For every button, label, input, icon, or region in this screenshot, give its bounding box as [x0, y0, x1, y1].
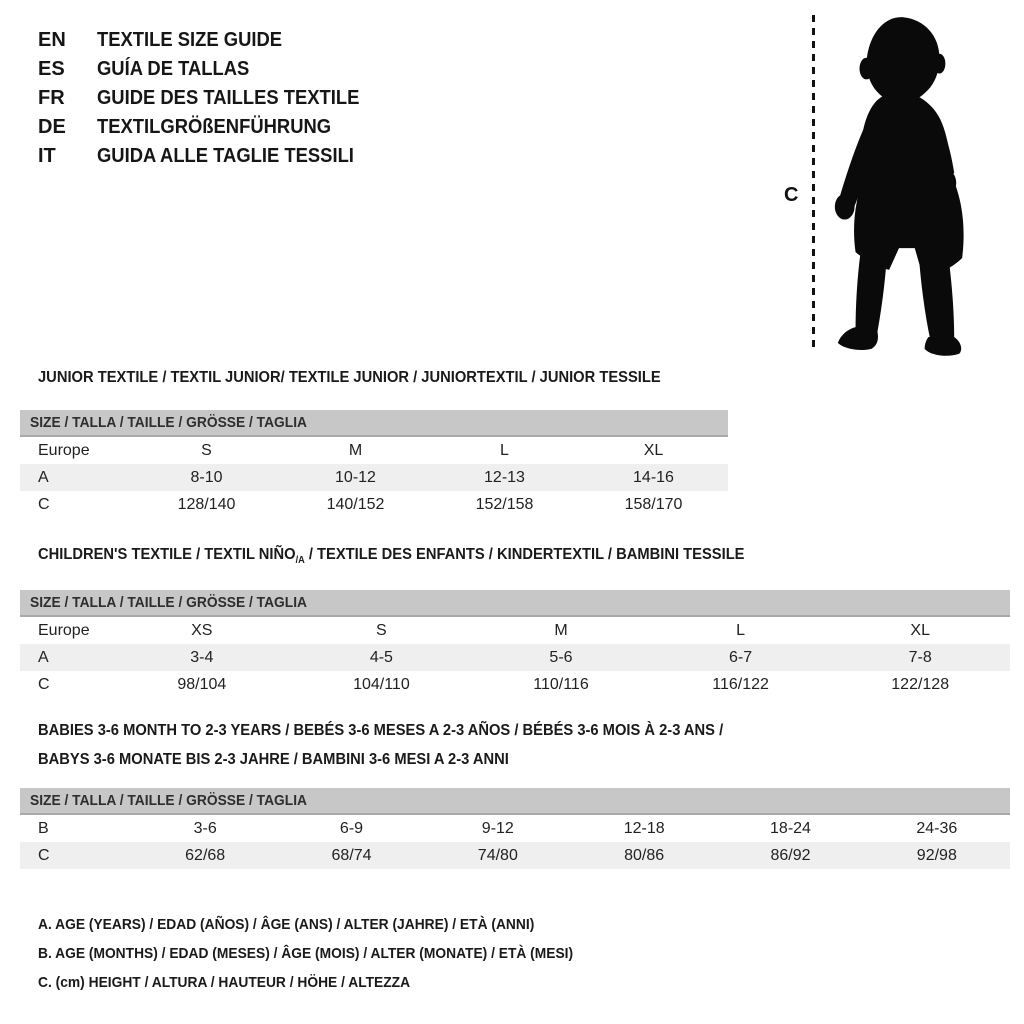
age-cell: 7-8 [908, 648, 932, 666]
height-cell: 74/80 [477, 846, 518, 864]
height-cell: 68/74 [331, 846, 372, 864]
age-cell: 5-6 [549, 648, 573, 666]
language-code: ES [38, 58, 65, 80]
age-cell: 6-7 [729, 648, 753, 666]
height-cell: 86/92 [770, 846, 811, 864]
table-row [20, 671, 1010, 698]
age-cell: 12-18 [623, 819, 665, 837]
children-table-header-bar [20, 590, 1010, 617]
height-cell: 128/140 [177, 495, 236, 513]
toddler-silhouette-icon [822, 12, 972, 358]
row-label: C [38, 846, 50, 864]
row-label: Europe [38, 621, 90, 639]
table-row [20, 815, 1010, 842]
height-cell: 104/110 [353, 675, 410, 693]
table-row [20, 644, 1010, 671]
language-code: FR [38, 87, 65, 109]
language-list [38, 26, 382, 171]
age-cell: 9-12 [481, 819, 514, 837]
height-cell: 116/122 [712, 675, 769, 693]
age-cell: 3-4 [190, 648, 214, 666]
height-cell: 80/86 [624, 846, 665, 864]
junior-table-header-text: SIZE / TALLA / TAILLE / GRÖSSE / TAGLIA [30, 414, 308, 431]
table-row [20, 491, 728, 518]
language-label: GUIDA ALLE TAGLIE TESSILI [97, 145, 354, 167]
language-label: GUÍA DE TALLAS [97, 58, 250, 80]
language-row-it [38, 142, 382, 171]
babies-section-title [38, 716, 783, 774]
language-row-de [38, 113, 382, 142]
size-cell: XS [191, 621, 213, 639]
babies-table-header-text: SIZE / TALLA / TAILLE / GRÖSSE / TAGLIA [30, 792, 308, 809]
children-title-pre: CHILDREN'S TEXTILE / TEXTIL NIÑO [38, 546, 296, 563]
children-title-post: / TEXTILE DES ENFANTS / KINDERTEXTIL / BAMBINI TESSILE [304, 546, 745, 563]
age-cell: 3-6 [193, 819, 217, 837]
junior-table-header-bar [20, 410, 728, 437]
height-cell: 110/116 [533, 675, 589, 693]
language-row-en [38, 26, 382, 55]
babies-title-line2: BABYS 3-6 MONATE BIS 2-3 JAHRE / BAMBINI 3-6 MESI A 2-3 ANNI [38, 751, 509, 768]
children-size-table [20, 590, 1010, 698]
row-label: A [38, 468, 49, 486]
table-row [20, 617, 1010, 644]
junior-section-title-text: JUNIOR TEXTILE / TEXTIL JUNIOR/ TEXTILE JUNIOR / JUNIORTEXTIL / JUNIOR TESSILE [38, 369, 661, 386]
height-cell: 92/98 [916, 846, 957, 864]
size-cell: M [348, 441, 363, 459]
height-cell: 122/128 [891, 675, 950, 693]
age-cell: 12-13 [484, 468, 525, 486]
size-cell: S [201, 441, 212, 459]
age-cell: 10-12 [335, 468, 376, 486]
children-title-subscript: /A [295, 555, 305, 566]
children-section-title [38, 546, 806, 566]
babies-size-table [20, 788, 1010, 869]
table-row [20, 464, 728, 491]
row-label: A [38, 648, 49, 666]
junior-size-table [20, 410, 728, 518]
row-label: C [38, 675, 50, 693]
language-row-fr [38, 84, 382, 113]
babies-title-line1: BABIES 3-6 MONTH TO 2-3 YEARS / BEBÉS 3-6 MESES A 2-3 AÑOS / BÉBÉS 3-6 MOIS À 2-3 ANS / [38, 722, 724, 739]
size-cell: XL [910, 621, 930, 639]
age-cell: 6-9 [339, 819, 364, 837]
footnote-text: C. (cm) HEIGHT / ALTURA / HAUTEUR / HÖHE / ALTEZZA [38, 974, 411, 991]
language-label: TEXTILGRÖßENFÜHRUNG [97, 116, 332, 138]
height-cell: 152/158 [475, 495, 534, 513]
children-table [20, 617, 1010, 698]
size-cell: M [554, 621, 568, 639]
age-cell: 14-16 [633, 468, 674, 486]
size-guide-figure [760, 0, 1000, 370]
language-code: EN [38, 29, 66, 51]
size-cell: S [376, 621, 387, 639]
age-cell: 4-5 [369, 648, 393, 666]
language-code: DE [38, 116, 66, 138]
size-cell: L [736, 621, 746, 639]
language-code: IT [38, 145, 56, 167]
size-cell: XL [643, 441, 664, 459]
footnote-age-years [38, 910, 620, 939]
babies-table-header-bar [20, 788, 1010, 815]
height-dotted-line [812, 15, 815, 353]
height-cell: 62/68 [185, 846, 226, 864]
footnote-age-months [38, 939, 620, 968]
babies-table [20, 815, 1010, 869]
height-cell: 98/104 [177, 675, 227, 693]
table-row [20, 842, 1010, 869]
children-table-header-text: SIZE / TALLA / TAILLE / GRÖSSE / TAGLIA [30, 594, 308, 611]
language-row-es [38, 55, 382, 84]
size-cell: L [500, 441, 509, 459]
table-row [20, 437, 728, 464]
language-label: TEXTILE SIZE GUIDE [97, 29, 283, 51]
junior-table [20, 437, 728, 518]
junior-section-title [38, 369, 715, 387]
row-label: C [38, 495, 50, 513]
height-cell: 158/170 [624, 495, 683, 513]
height-measure-label: C [784, 184, 799, 206]
language-label: GUIDE DES TAILLES TEXTILE [97, 87, 360, 109]
row-label: Europe [38, 441, 90, 459]
footnote-text: B. AGE (MONTHS) / EDAD (MESES) / ÂGE (MOIS) / ALTER (MONATE) / ETÀ (MESI) [38, 945, 574, 962]
age-cell: 24-36 [916, 819, 958, 837]
children-section-title-text [38, 546, 745, 566]
row-label: B [38, 819, 49, 837]
footnote-height-cm [38, 968, 620, 997]
footnote-legend [38, 910, 620, 997]
age-cell: 18-24 [770, 819, 811, 837]
age-cell: 8-10 [190, 468, 223, 486]
height-cell: 140/152 [326, 495, 385, 513]
footnote-text: A. AGE (YEARS) / EDAD (AÑOS) / ÂGE (ANS) / ALTER (JAHRE) / ETÀ (ANNI) [38, 916, 535, 933]
